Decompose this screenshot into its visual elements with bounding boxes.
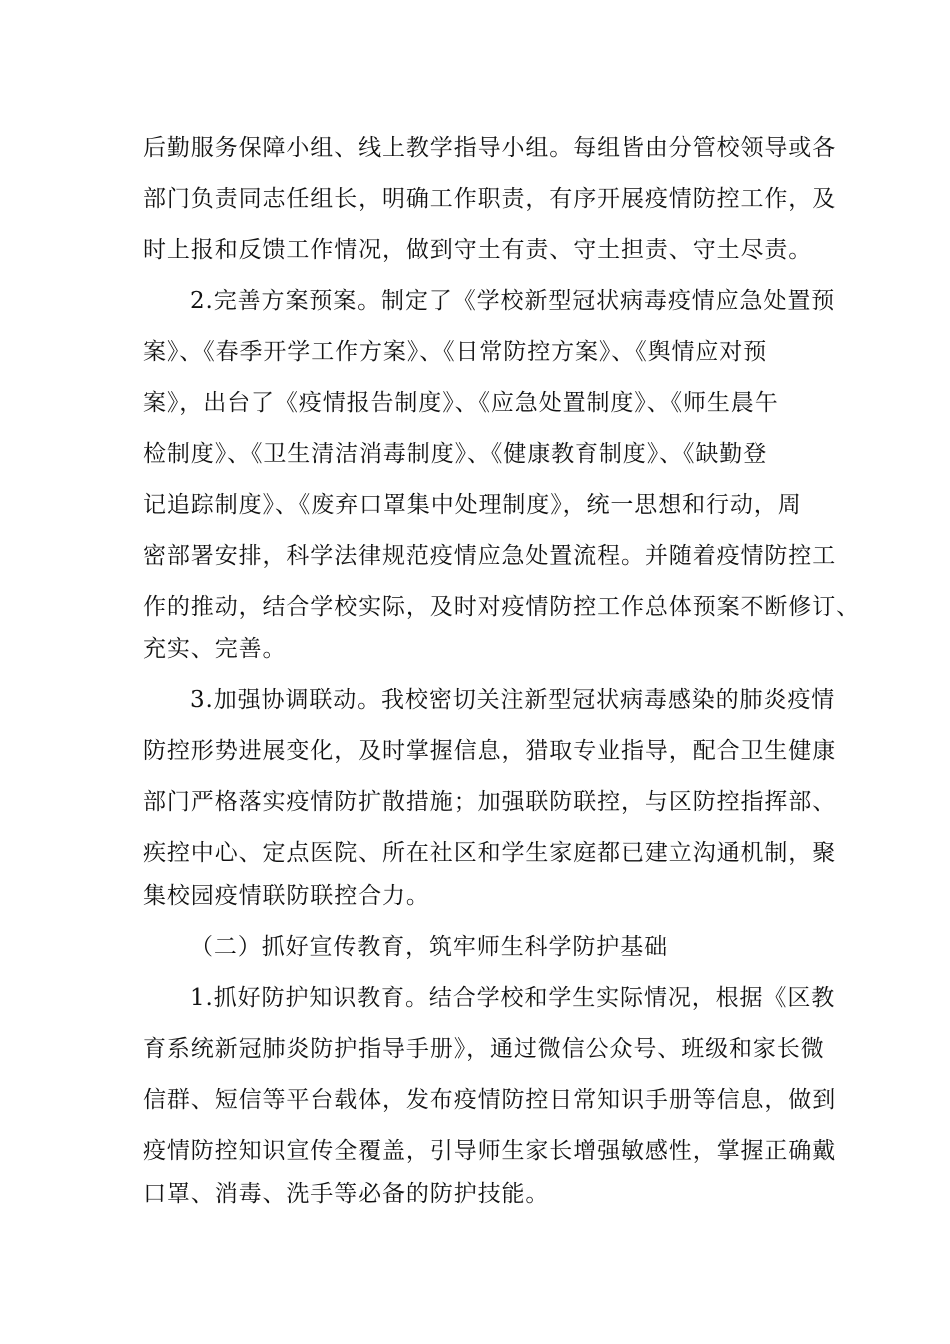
text-line: 记追踪制度》、《废弃口罩集中处理制度》，统一思想和行动，周	[143, 492, 802, 518]
text-line: 口罩、消毒、洗手等必备的防护技能。	[143, 1181, 550, 1207]
text-line: 后勤服务保障小组、线上教学指导小组。每组皆由分管校领导或各	[143, 135, 837, 161]
text-line: 充实、完善。	[143, 636, 287, 662]
text-line: 部门严格落实疫情防扩散措施；加强联防联控，与区防控指挥部、	[143, 789, 837, 815]
text-line: 信群、短信等平台载体，发布疫情防控日常知识手册等信息，做到	[143, 1087, 837, 1113]
text-line: 疫情防控知识宣传全覆盖，引导师生家长增强敏感性，掌握正确戴	[143, 1138, 837, 1164]
paragraph-start-line: 3.加强协调联动。我校密切关注新型冠状病毒感染的肺炎疫情	[190, 687, 836, 713]
text-line: 防控形势进展变化，及时掌握信息，猎取专业指导，配合卫生健康	[143, 738, 837, 764]
text-line: 密部署安排，科学法律规范疫情应急处置流程。并随着疫情防控工	[143, 543, 837, 569]
text-line: 育系统新冠肺炎防护指导手册》，通过微信公众号、班级和家长微	[143, 1036, 825, 1062]
text-line: 部门负责同志任组长，明确工作职责，有序开展疫情防控工作，及	[143, 186, 837, 212]
text-line: 时上报和反馈工作情况，做到守土有责、守土担责、守土尽责。	[143, 237, 813, 263]
paragraph-start-line: 1.抓好防护知识教育。结合学校和学生实际情况，根据《区教	[190, 985, 836, 1011]
text-line: 集校园疫情联防联控合力。	[143, 883, 430, 909]
text-line: 检制度》、《卫生清洁消毒制度》、《健康教育制度》、《缺勤登	[143, 441, 768, 467]
text-line: 作的推动，结合学校实际，及时对疫情防控工作总体预案不断修订、	[143, 594, 860, 620]
paragraph-start-line: 2.完善方案预案。制定了《学校新型冠状病毒疫情应急处置预	[190, 288, 836, 314]
text-line: 疾控中心、定点医院、所在社区和学生家庭都已建立沟通机制，聚	[143, 840, 837, 866]
section-heading: （二）抓好宣传教育，筑牢师生科学防护基础	[190, 934, 668, 960]
text-line: 案》、《春季开学工作方案》、《日常防控方案》、《舆情应对预	[143, 339, 768, 365]
text-line: 案》，出台了《疫情报告制度》、《应急处置制度》、《师生晨午	[143, 390, 779, 416]
